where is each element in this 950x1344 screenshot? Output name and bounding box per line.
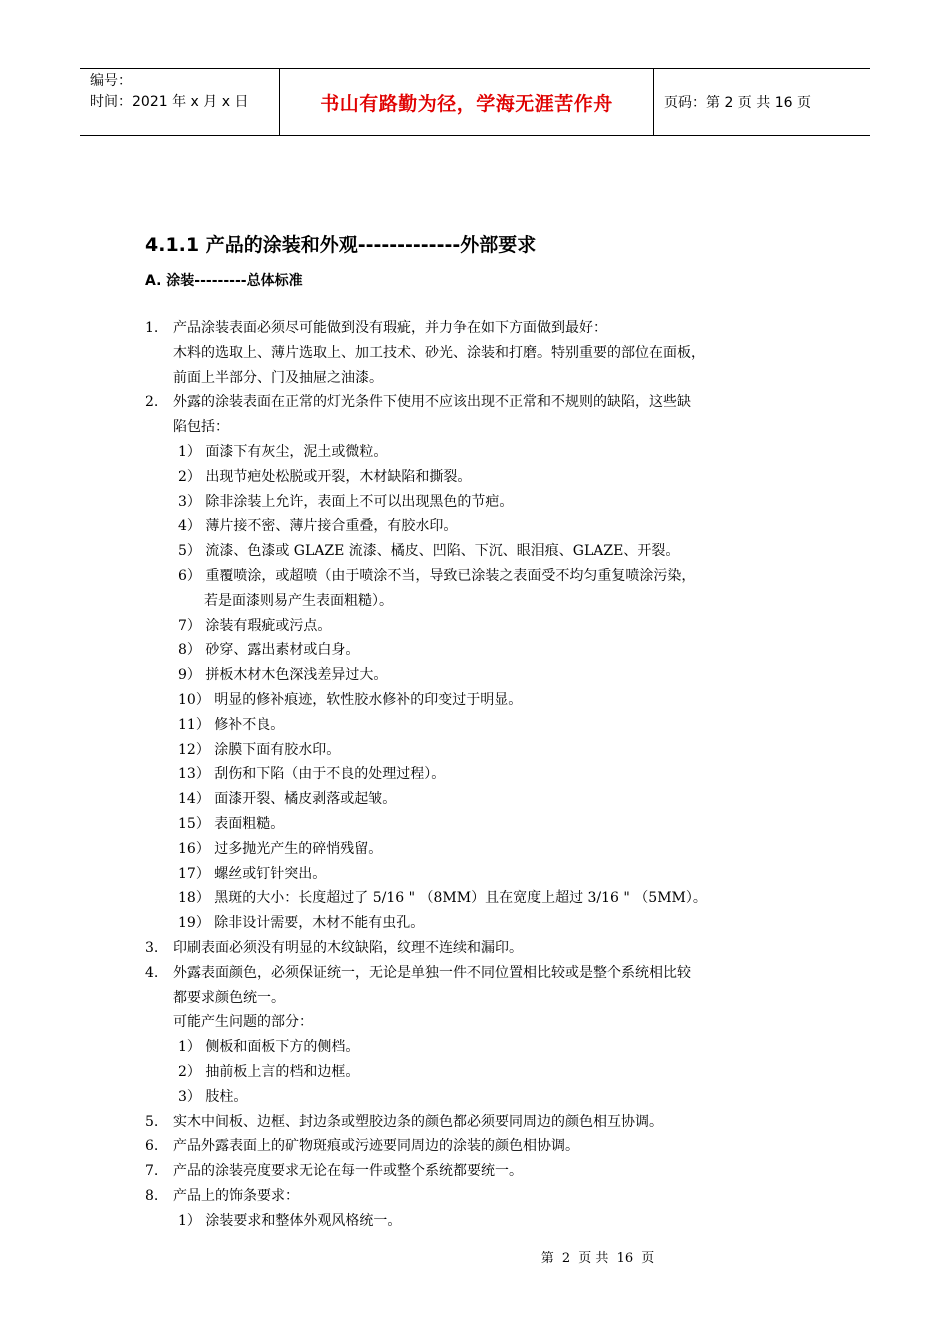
- footer-mid: 页 共: [578, 1251, 609, 1266]
- list-item-number: 4.: [145, 964, 159, 981]
- list-item: [145, 316, 825, 341]
- sub-list-item: 5） 流漆、色漆或 GLAZE 流漆、橘皮、凹陷、下沉、眼泪痕、GLAZE、开裂。: [178, 543, 680, 560]
- list-item-continuation: 若是面漆则易产生表面粗糙）。: [204, 592, 393, 609]
- footer-page: 2: [561, 1251, 571, 1266]
- sub-list-item: 12） 涂膜下面有胶水印。: [178, 741, 341, 758]
- list-item-number: 6.: [145, 1138, 159, 1155]
- sub-list-item: 3） 除非涂装上允许，表面上不可以出现黑色的节疤。: [178, 493, 514, 510]
- sub-list-item: 15） 表面粗糙。: [178, 815, 285, 832]
- footer-total: 16: [616, 1251, 634, 1266]
- list-item-text: 实木中间板、边框、封边条或塑胶边条的颜色都必须要同周边的颜色相互协调。: [173, 1113, 663, 1130]
- list-item-continuation: 木料的选取上、薄片选取上、加工技术、砂光、涂装和打磨。特别重要的部位在面板，: [173, 344, 705, 361]
- sub-list-item: 14） 面漆开裂、橘皮剥落或起皱。: [178, 791, 397, 808]
- motto-text: 书山有路勤为径，学海无涯苦作舟: [320, 92, 613, 115]
- footer-suffix: 页: [641, 1251, 655, 1266]
- sub-list-item: 11） 修补不良。: [178, 716, 285, 733]
- sub-list-item: 4） 薄片接不密、薄片接合重叠，有胶水印。: [178, 518, 458, 535]
- list-item-number: 7.: [145, 1163, 159, 1180]
- list-item: [145, 390, 825, 415]
- footer-prefix: 第: [540, 1251, 554, 1266]
- list-item-text: 产品上的饰条要求：: [173, 1187, 299, 1204]
- sub-list-item: 1） 涂装要求和整体外观风格统一。: [178, 1212, 402, 1229]
- list-item-text: 外露的涂装表面在正常的灯光条件下使用不应该出现不正常和不规则的缺陷，这些缺: [173, 394, 691, 411]
- sub-list-item: 6） 重覆喷涂，或超喷（由于喷涂不当，导致已涂装之表面受不均匀重复喷涂污染，: [178, 567, 696, 584]
- header-motto-cell: [280, 69, 654, 135]
- page-footer: [0, 1247, 950, 1266]
- list-item-number: 5.: [145, 1113, 159, 1130]
- list-item-continuation: 陷包括：: [173, 419, 229, 436]
- header-meta: [80, 69, 280, 135]
- list-item-text: 印刷表面必须没有明显的木纹缺陷，纹理不连续和漏印。: [173, 939, 523, 956]
- list-item-number: 3.: [145, 939, 159, 956]
- list-item: [145, 1134, 825, 1159]
- document-body: [145, 316, 825, 1233]
- sub-list-item: 7） 涂装有瑕疵或污点。: [178, 617, 332, 634]
- list-item: [145, 1110, 825, 1135]
- list-item-continuation: 前面上半部分、门及抽屉之油漆。: [173, 369, 383, 386]
- sub-list-item: 18） 黑斑的大小：长度超过了 5/16 " （8MM）且在宽度上超过 3/16 " （5MM）。: [178, 890, 707, 907]
- list-item-text: 产品涂装表面必须尽可能做到没有瑕疵，并力争在如下方面做到最好：: [173, 320, 607, 336]
- sub-list-item: 10） 明显的修补痕迹，软性胶水修补的印变过于明显。: [178, 691, 523, 708]
- sub-list-item: 19） 除非设计需要，木材不能有虫孔。: [178, 915, 425, 932]
- list-item-continuation: 都要求颜色统一。: [173, 989, 285, 1006]
- list-item-number: 1.: [145, 320, 159, 336]
- number-label: 编号：: [90, 73, 132, 89]
- header-table: [80, 68, 870, 136]
- header-page-info: [654, 69, 870, 135]
- sub-list-item: 1） 侧板和面板下方的侧档。: [178, 1039, 360, 1056]
- list-item: [145, 1159, 825, 1184]
- subsection-title: A. 涂装---------总体标准: [145, 273, 303, 289]
- section-title: 4.1.1 产品的涂装和外观-------------外部要求: [145, 234, 537, 256]
- sub-list-item: 13） 刮伤和下陷（由于不良的处理过程）。: [178, 766, 446, 783]
- list-item-number: 8.: [145, 1187, 159, 1204]
- list-item-text: 外露表面颜色，必须保证统一，无论是单独一件不同位置相比较或是整个系统相比较: [173, 964, 691, 981]
- sub-list-item: 2） 出现节疤处松脱或开裂，木材缺陷和撕裂。: [178, 468, 472, 485]
- list-item-number: 2.: [145, 394, 159, 411]
- sub-list-item: 17） 螺丝或钉针突出。: [178, 865, 327, 882]
- time-label: 时间：2021 年 x 月 x 日: [90, 94, 249, 110]
- list-item-continuation: 可能产生问题的部分：: [173, 1014, 313, 1031]
- list-item: [145, 936, 825, 961]
- page-info-text: 页码：第 2 页 共 16 页: [664, 95, 811, 111]
- list-item: [145, 1184, 825, 1209]
- list-item-text: 产品外露表面上的矿物斑痕或污迹要同周边的涂装的颜色相协调。: [173, 1138, 579, 1155]
- sub-list-item: 16） 过多抛光产生的碎悄残留。: [178, 840, 383, 857]
- sub-list-item: 1） 面漆下有灰尘，泥土或微粒。: [178, 443, 388, 460]
- sub-list-item: 3） 肢柱。: [178, 1088, 248, 1105]
- list-item-text: 产品的涂装亮度要求无论在每一件或整个系统都要统一。: [173, 1163, 523, 1180]
- sub-list-item: 8） 砂穿、露出素材或白身。: [178, 642, 360, 659]
- list-item: [145, 961, 825, 986]
- sub-list-item: 9） 拼板木材木色深浅差异过大。: [178, 667, 388, 684]
- sub-list-item: 2） 抽前板上言的档和边框。: [178, 1063, 360, 1080]
